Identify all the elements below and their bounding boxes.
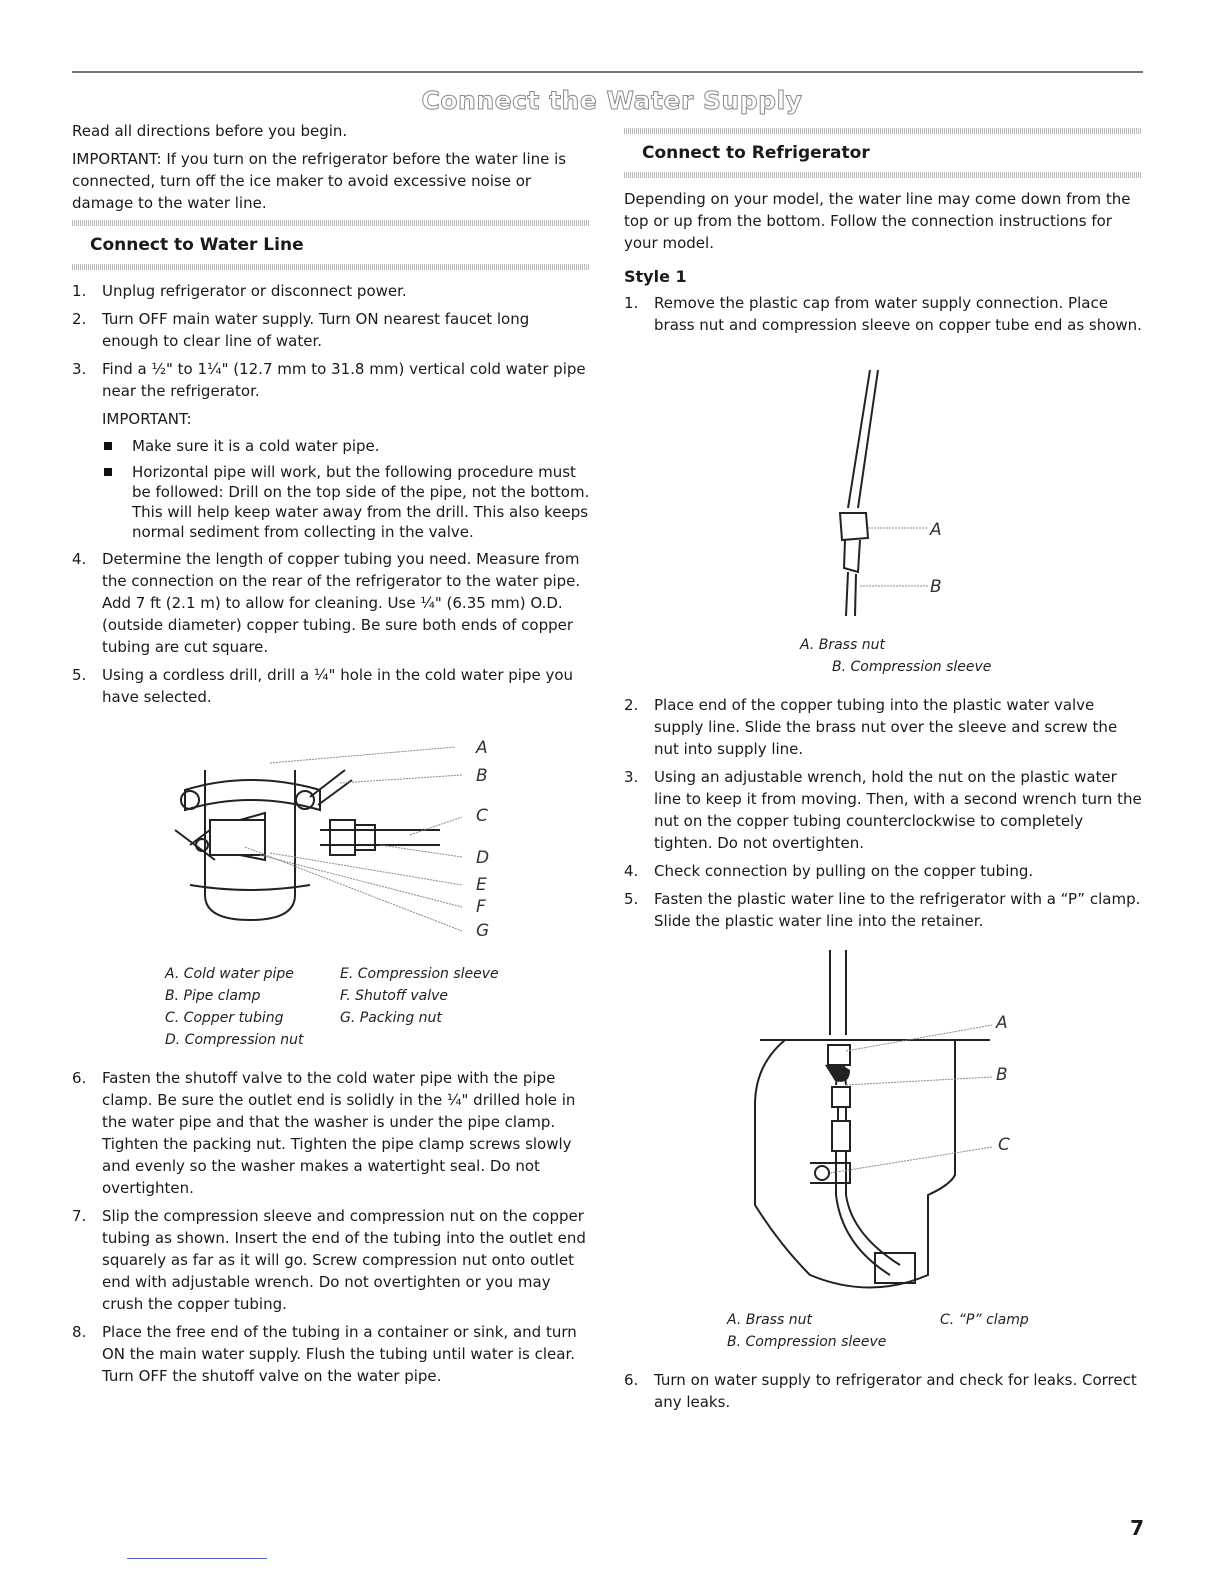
figure-label: C — [476, 806, 488, 826]
steps-list-mid — [624, 694, 1142, 932]
list-item: 2. Place end of the copper tubing into the plastic water valve supply line. Slide the brass nut over the sleeve and screw the nut into supply line. — [624, 696, 1118, 758]
list-item: 4. Determine the length of copper tubing you need. Measure from the connection on the rear of the refrigerator to the water pipe. Add 7 ft (2.1 m) to allow for cleaning. Use ¼" (6.35 mm) O.D. (outside diameter) copper tubing. Be sure both ends of copper tubing are cut square. — [72, 550, 581, 656]
list-item: 8. Place the free end of the tubing in a container or sink, and turn ON the main water supply. Flush the tubing until water is clear. Turn OFF the shutoff valve on the water pipe. — [72, 1323, 577, 1385]
list-item: Horizontal pipe will work, but the following procedure must be followed: Drill on the top side of the pipe, not the bottom. This will help keep water away from the drill. This also keeps normal sediment from collecting in the valve. — [102, 462, 590, 542]
right-column — [624, 128, 1142, 342]
list-item: 1. Unplug refrigerator or disconnect power. — [72, 282, 407, 300]
p-clamp-diagram — [750, 945, 1000, 1295]
list-item: 2. Turn OFF main water supply. Turn ON nearest faucet long enough to clear line of water. — [72, 310, 530, 350]
caption: F. Shutoff valve — [340, 988, 449, 1004]
bottom-link-rule — [127, 1558, 267, 1559]
caption: B. Compression sleeve — [727, 1334, 887, 1350]
important-label: IMPORTANT: — [102, 410, 192, 428]
page-title: Connect the Water Supply — [421, 86, 803, 115]
figure-label: B — [930, 577, 942, 597]
left-column-lower — [72, 1067, 590, 1393]
right-column-lower — [624, 1369, 1142, 1419]
caption: G. Packing nut — [340, 1010, 442, 1026]
figure-label: A — [996, 1013, 1008, 1033]
style-heading: Style 1 — [624, 267, 687, 286]
figure-label: G — [476, 921, 490, 941]
figure-label: B — [996, 1065, 1008, 1085]
caption: A. Brass nut — [800, 637, 885, 653]
section-heading-water-line: Connect to Water Line — [90, 235, 304, 255]
intro-text: Read all directions before you begin. — [72, 122, 348, 140]
list-item: 7. Slip the compression sleeve and compression nut on the copper tubing as shown. Insert the end of the tubing into the outlet end squarely as far as it will go. Screw compression nut onto outlet end with adjustable wrench. Do not overtighten or you may crush the copper tubing. — [72, 1207, 586, 1313]
figure-label: B — [476, 766, 488, 786]
caption: B. Compression sleeve — [832, 659, 992, 675]
figure-label: A — [930, 520, 942, 540]
list-item: 6. Turn on water supply to refrigerator and check for leaks. Correct any leaks. — [624, 1371, 1137, 1411]
important-note: IMPORTANT: If you turn on the refrigerator before the water line is connected, turn off the ice maker to avoid excessive noise or damage to the water line. — [72, 150, 567, 212]
list-item: 6. Fasten the shutoff valve to the cold water pipe with the pipe clamp. Be sure the outlet end is solidly in the ¼" drilled hole in the water pipe and that the washer is under the pipe clamp. Tighten the packing nut. Tighten the pipe clamp screws slowly and evenly so the washer makes a watertight seal. Do not overtighten. — [72, 1069, 576, 1197]
section-divider — [624, 128, 1142, 134]
figure-label: D — [476, 848, 490, 868]
caption-list — [800, 634, 1000, 678]
caption-list — [340, 963, 520, 1029]
caption: C. “P” clamp — [940, 1312, 1029, 1328]
steps-list-b — [72, 548, 590, 708]
caption: C. Copper tubing — [165, 1010, 284, 1026]
left-column — [72, 120, 590, 714]
list-item: 3. Using an adjustable wrench, hold the nut on the plastic water line to keep it from moving. Then, with a second wrench turn the nut on the copper tubing counterclockwise to completely tighten. Do not overtighten. — [624, 768, 1142, 852]
figure-label: F — [476, 897, 486, 917]
right-column-mid — [624, 694, 1142, 938]
section-divider — [72, 264, 590, 270]
list-item: Make sure it is a cold water pipe. — [102, 436, 590, 456]
right-intro: Depending on your model, the water line may come down from the top or up from the bottom. Follow the connection instructions for your model. — [624, 190, 1131, 252]
section-divider — [72, 220, 590, 226]
shutoff-valve-diagram — [170, 735, 500, 950]
figure-label: E — [476, 875, 487, 895]
caption-list — [727, 1309, 927, 1353]
style1-step1 — [624, 292, 1142, 336]
section-heading-refrigerator: Connect to Refrigerator — [642, 143, 870, 163]
caption: B. Pipe clamp — [165, 988, 261, 1004]
steps-list-a — [72, 280, 590, 402]
list-item: 5. Using a cordless drill, drill a ¼" hole in the cold water pipe you have selected. — [72, 666, 574, 706]
caption: A. Cold water pipe — [165, 966, 294, 982]
list-item: 4. Check connection by pulling on the copper tubing. — [624, 862, 1034, 880]
caption: A. Brass nut — [727, 1312, 812, 1328]
step6-list — [624, 1369, 1142, 1413]
list-item: 5. Fasten the plastic water line to the refrigerator with a “P” clamp. Slide the plastic water line into the retainer. — [624, 890, 1141, 930]
caption: D. Compression nut — [165, 1032, 304, 1048]
caption: E. Compression sleeve — [340, 966, 499, 982]
list-item: 1. Remove the plastic cap from water supply connection. Place brass nut and compression sleeve on copper tube end as shown. — [624, 294, 1142, 334]
figure-label: A — [476, 738, 488, 758]
caption-list — [165, 963, 335, 1051]
figure-label: C — [998, 1135, 1010, 1155]
steps-list-c — [72, 1067, 590, 1387]
section-divider — [624, 172, 1142, 178]
list-item: 3. Find a ½" to 1¼" (12.7 mm to 31.8 mm) vertical cold water pipe near the refrigerator. — [72, 360, 586, 400]
bullet-list — [102, 436, 590, 542]
top-rule — [72, 71, 1143, 73]
page-number: 7 — [1130, 1516, 1144, 1540]
